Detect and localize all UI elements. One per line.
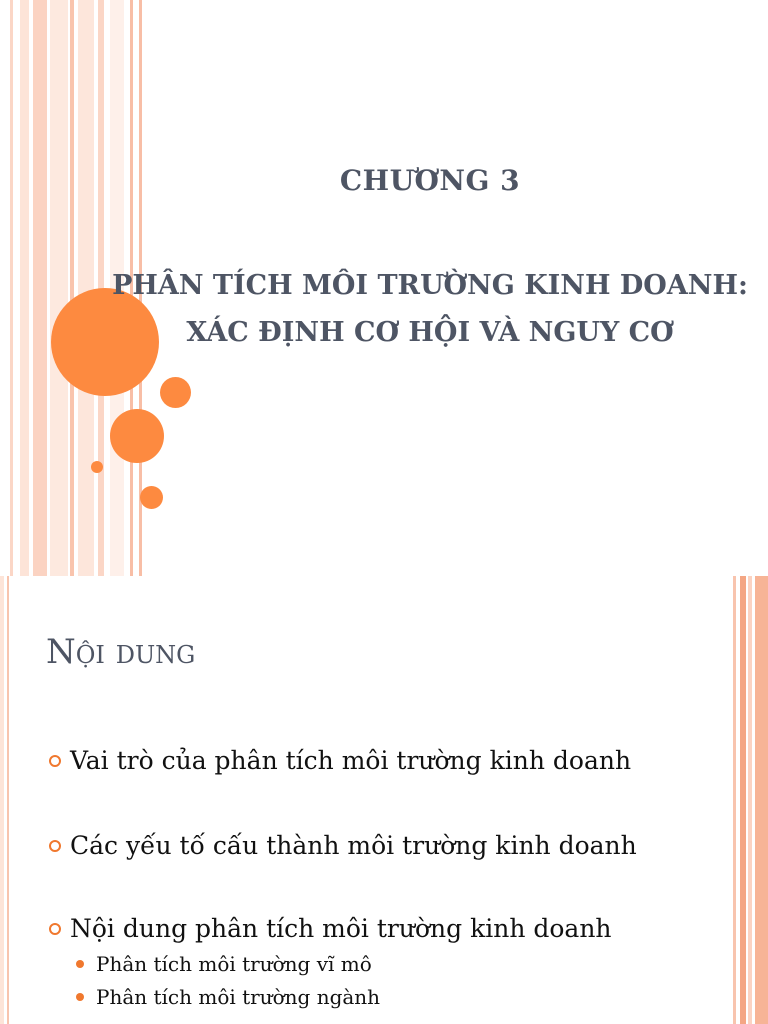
contents-slide xyxy=(0,576,768,1024)
slide-title xyxy=(100,262,760,356)
dot-bullet-icon xyxy=(76,960,84,968)
sub-bullet-item xyxy=(72,951,372,977)
sub-bullet-text: Phân tích môi trường vĩ mô xyxy=(96,952,372,976)
medium-circle-decoration xyxy=(110,409,164,463)
small-circle-decoration-2 xyxy=(140,486,163,509)
bullet-text: Vai trò của phân tích môi trường kinh doanh xyxy=(70,746,632,775)
bullet-item xyxy=(48,914,612,944)
sub-bullet-text: Phân tích môi trường ngành xyxy=(96,985,381,1009)
sub-bullet-item xyxy=(72,984,380,1010)
ring-bullet-icon xyxy=(49,755,61,767)
ring-bullet-icon xyxy=(49,840,61,852)
tiny-circle-decoration xyxy=(91,461,103,473)
contents-heading: Nội dung xyxy=(46,632,196,672)
bullet-item xyxy=(48,746,631,776)
bullet-text: Các yếu tố cấu thành môi trường kinh doanh xyxy=(70,831,637,860)
bullet-item xyxy=(48,831,637,861)
slide-title-line-1: PHÂN TÍCH MÔI TRƯỜNG KINH DOANH: xyxy=(112,270,748,301)
bullet-text: Nội dung phân tích môi trường kinh doanh xyxy=(70,914,612,943)
ring-bullet-icon xyxy=(49,923,61,935)
small-circle-decoration xyxy=(160,377,191,408)
chapter-label: CHƯƠNG 3 xyxy=(339,164,521,197)
dot-bullet-icon xyxy=(76,993,84,1001)
slide-title-line-2: XÁC ĐỊNH CƠ HỘI VÀ NGUY CƠ xyxy=(186,317,674,348)
